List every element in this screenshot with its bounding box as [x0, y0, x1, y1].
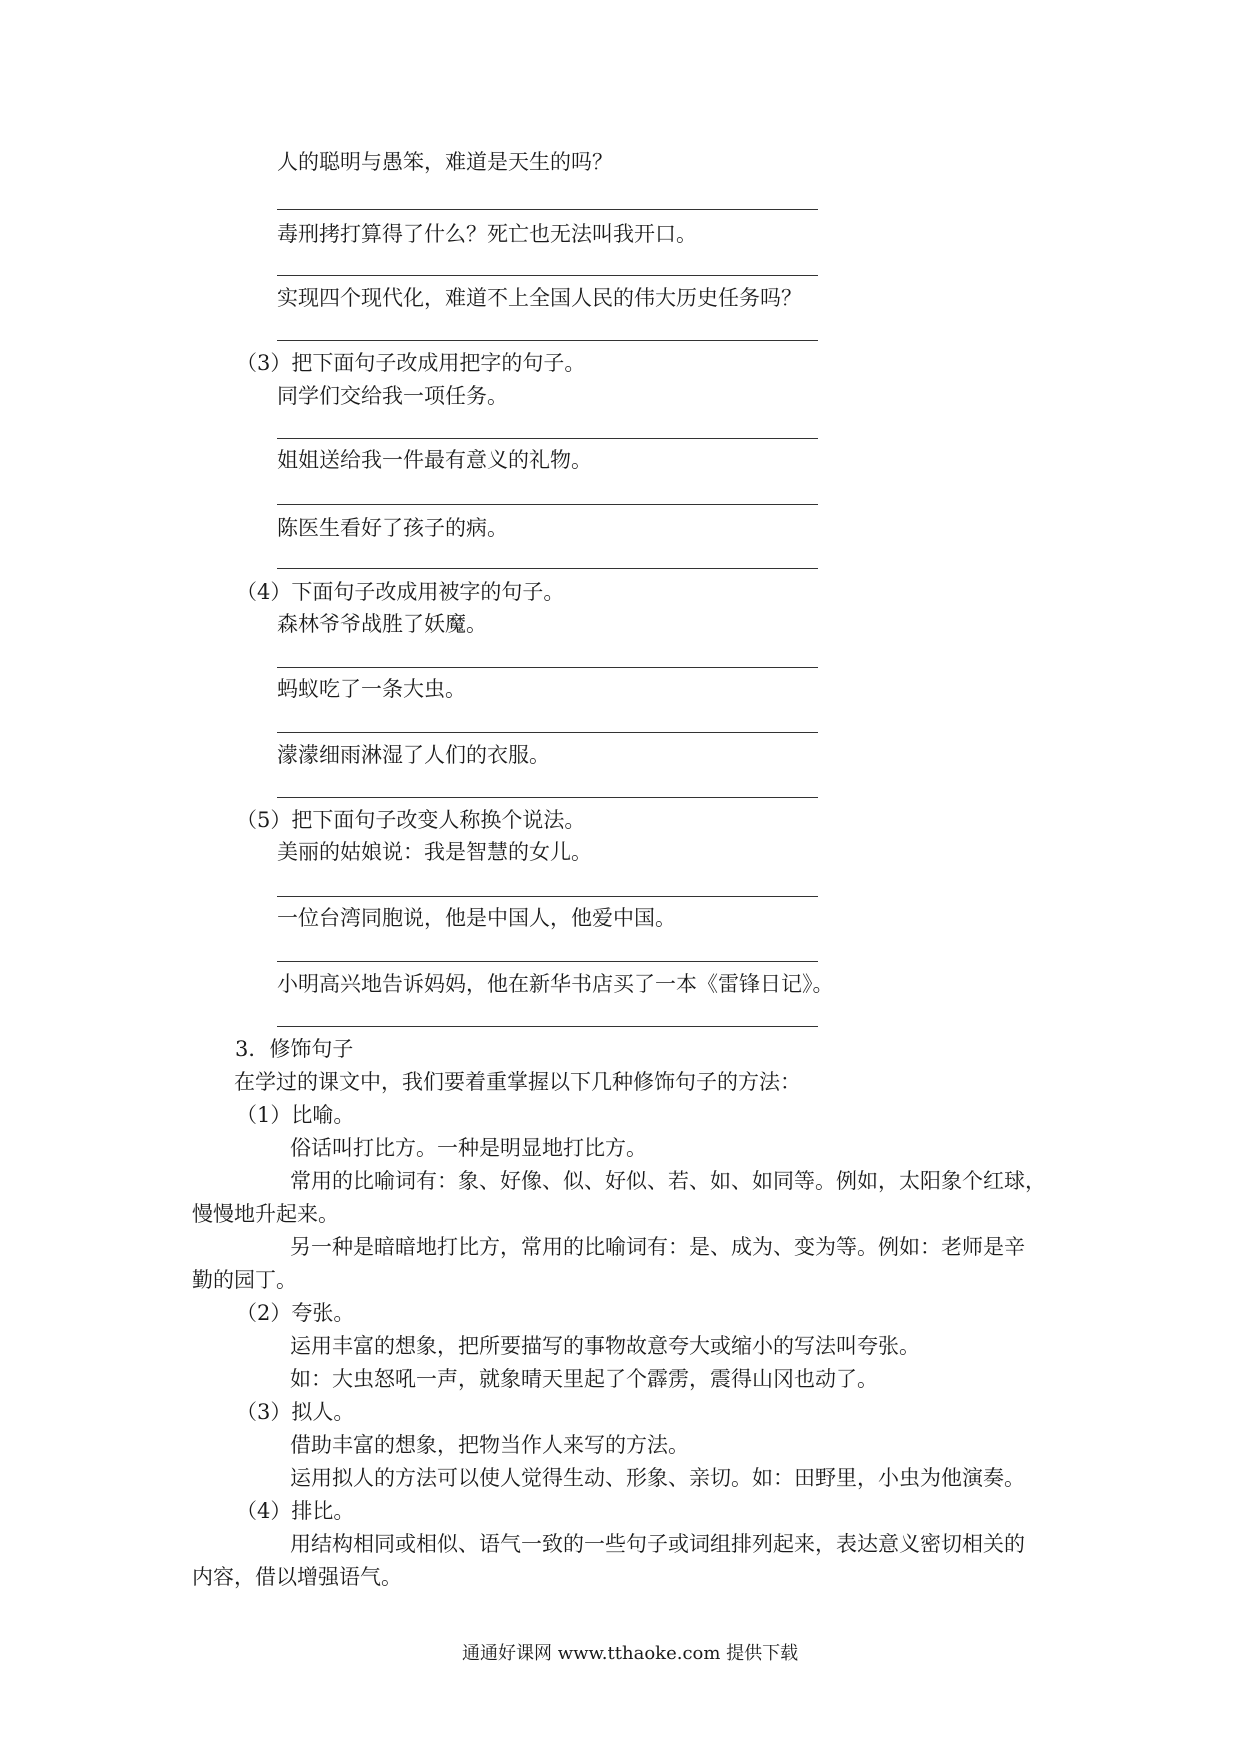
sentence-item: 小明高兴地告诉妈妈，他在新华书店买了一本《雷锋日记》。	[277, 972, 834, 996]
answer-line	[277, 667, 818, 668]
sentence-item: 毒刑拷打算得了什么？死亡也无法叫我开口。	[277, 222, 697, 246]
method-heading: （4）排比。	[236, 1499, 355, 1523]
exercise-heading: （3）把下面句子改成用把字的句子。	[236, 351, 586, 375]
answer-line	[277, 209, 818, 210]
exercise-heading: （4）下面句子改成用被字的句子。	[236, 580, 565, 604]
method-heading: （3）拟人。	[236, 1400, 355, 1424]
sentence-item: 森林爷爷战胜了妖魔。	[277, 612, 487, 636]
paragraph: 慢慢地升起来。	[192, 1202, 339, 1226]
method-heading: （2）夸张。	[236, 1301, 355, 1325]
section-intro: 在学过的课文中，我们要着重掌握以下几种修饰句子的方法：	[234, 1070, 801, 1094]
answer-line	[277, 1026, 818, 1027]
answer-line	[277, 568, 818, 569]
sentence-item: 姐姐送给我一件最有意义的礼物。	[277, 448, 592, 472]
paragraph: 运用拟人的方法可以使人觉得生动、形象、亲切。如：田野里，小虫为他演奏。	[290, 1466, 1025, 1490]
sentence-item: 一位台湾同胞说，他是中国人，他爱中国。	[277, 906, 676, 930]
paragraph: 常用的比喻词有：象、好像、似、好似、若、如、如同等。例如，太阳象个红球，	[290, 1169, 1046, 1193]
paragraph: 如：大虫怒吼一声，就象晴天里起了个霹雳，震得山冈也动了。	[290, 1367, 878, 1391]
answer-line	[277, 504, 818, 505]
answer-line	[277, 340, 818, 341]
section-heading: 3．修饰句子	[235, 1037, 354, 1061]
paragraph: 借助丰富的想象，把物当作人来写的方法。	[290, 1433, 689, 1457]
answer-line	[277, 275, 818, 276]
footer-credit: 通通好课网 www.tthaoke.com 提供下载	[462, 1643, 799, 1664]
paragraph: 勤的园丁。	[192, 1268, 297, 1292]
sentence-item: 同学们交给我一项任务。	[277, 384, 508, 408]
sentence-item: 美丽的姑娘说：我是智慧的女儿。	[277, 840, 592, 864]
answer-line	[277, 797, 818, 798]
method-heading: （1）比喻。	[236, 1103, 355, 1127]
answer-line	[277, 961, 818, 962]
sentence-item: 蚂蚁吃了一条大虫。	[277, 677, 466, 701]
sentence-item: 濛濛细雨淋湿了人们的衣服。	[277, 743, 550, 767]
paragraph: 运用丰富的想象，把所要描写的事物故意夸大或缩小的写法叫夸张。	[290, 1334, 920, 1358]
sentence-item: 人的聪明与愚笨，难道是天生的吗？	[277, 150, 613, 174]
answer-line	[277, 732, 818, 733]
answer-line	[277, 896, 818, 897]
paragraph: 另一种是暗暗地打比方，常用的比喻词有：是、成为、变为等。例如：老师是辛	[290, 1235, 1025, 1259]
sentence-item: 实现四个现代化，难道不上全国人民的伟大历史任务吗？	[277, 286, 802, 310]
paragraph: 内容，借以增强语气。	[192, 1565, 402, 1589]
paragraph: 用结构相同或相似、语气一致的一些句子或词组排列起来，表达意义密切相关的	[290, 1532, 1025, 1556]
answer-line	[277, 438, 818, 439]
sentence-item: 陈医生看好了孩子的病。	[277, 516, 508, 540]
exercise-heading: （5）把下面句子改变人称换个说法。	[236, 808, 586, 832]
paragraph: 俗话叫打比方。一种是明显地打比方。	[290, 1136, 647, 1160]
